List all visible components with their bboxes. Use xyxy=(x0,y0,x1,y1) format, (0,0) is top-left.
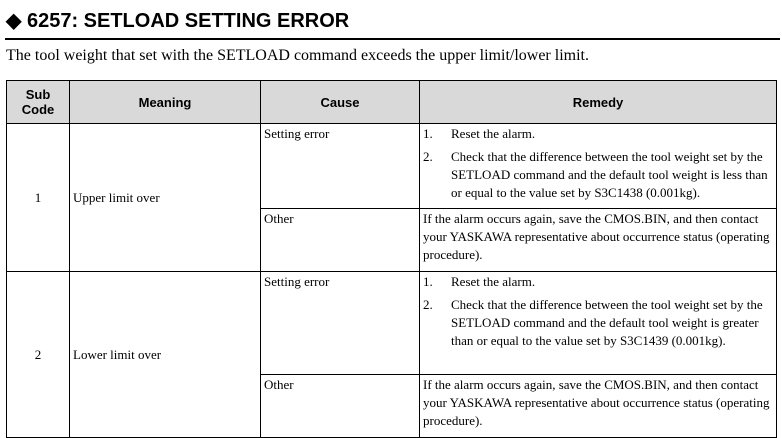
sub-code-cell: 2 xyxy=(7,272,70,438)
error-description: The tool weight that set with the SETLOAD command exceeds the upper limit/lower limit. xyxy=(6,47,589,64)
section-header xyxy=(5,6,780,40)
cause-cell: Other xyxy=(261,209,420,272)
remedy-step: 2. Check that the difference between the tool weight set by the SETLOAD command and the default tool weight is less than or equal to the value set by S3C1438 (0.001kg). xyxy=(423,149,768,200)
page-title xyxy=(6,8,349,34)
col-header-sub-code: Sub Code xyxy=(7,81,70,124)
remedy-step: 2. Check that the difference between the tool weight set by the SETLOAD command and the default tool weight is greater than or equal to the value set by S3C1439 (0.001kg). xyxy=(423,297,763,348)
meaning-cell: Lower limit over xyxy=(70,272,261,438)
title-text: 6257: SETLOAD SETTING ERROR xyxy=(26,10,350,32)
cause-cell: Setting error xyxy=(261,272,420,375)
meaning-cell: Upper limit over xyxy=(70,124,261,272)
alarm-table xyxy=(6,80,777,438)
remedy-cell xyxy=(420,272,777,375)
table-row xyxy=(7,272,777,375)
col-header-cause: Cause xyxy=(261,81,420,124)
col-header-meaning: Meaning xyxy=(70,81,261,124)
cause-cell: Other xyxy=(261,375,420,438)
table-row xyxy=(7,124,777,209)
col-header-remedy: Remedy xyxy=(420,81,777,124)
diamond-bullet-icon: ◆ xyxy=(6,10,22,32)
remedy-cell: If the alarm occurs again, save the CMOS.BIN, and then contact your YASKAWA representative about occurrence status (operating procedure). xyxy=(420,209,777,272)
remedy-step: 1. Reset the alarm. xyxy=(423,274,536,289)
remedy-cell: If the alarm occurs again, save the CMOS.BIN, and then contact your YASKAWA representative about occurrence status (operating procedure). xyxy=(420,375,777,438)
remedy-step: 1. Reset the alarm. xyxy=(423,126,536,141)
remedy-cell xyxy=(420,124,777,209)
table-header-row xyxy=(7,81,777,124)
cause-cell: Setting error xyxy=(261,124,420,209)
sub-code-cell: 1 xyxy=(7,124,70,272)
